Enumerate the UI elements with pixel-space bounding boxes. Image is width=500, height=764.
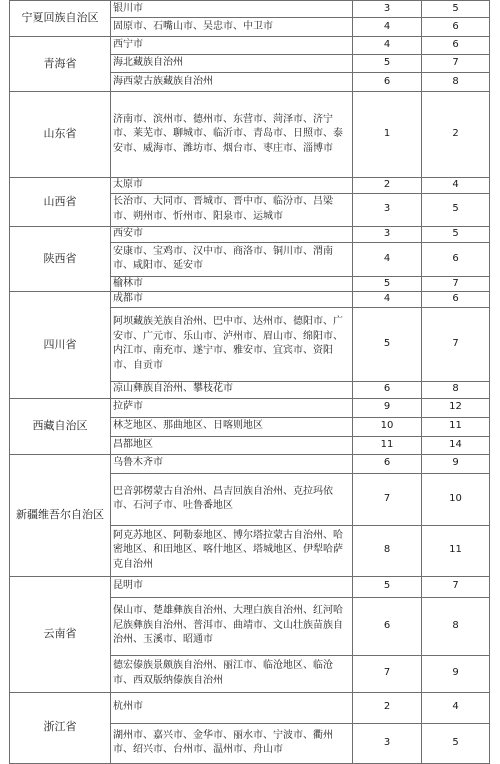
value-a-cell: 11 — [353, 436, 422, 454]
cities-cell: 德宏傣族景颇族自治州、丽江市、临沧地区、临沧市、西双版纳傣族自治州 — [111, 655, 353, 692]
cities-cell: 成都市 — [111, 292, 353, 308]
province-cell: 云南省 — [10, 576, 111, 692]
value-b-cell: 12 — [422, 398, 490, 417]
cities-cell: 长治市、大同市、晋城市、晋中市、临汾市、吕梁市、朔州市、忻州市、阳泉市、运城市 — [111, 193, 353, 226]
value-a-cell: 6 — [353, 73, 422, 92]
table-row — [10, 454, 490, 473]
value-a-cell: 10 — [353, 417, 422, 436]
value-b-cell: 8 — [422, 73, 490, 92]
cities-cell: 阿坝藏族羌族自治州、巴中市、达州市、德阳市、广安市、广元市、乐山市、泸州市、眉山市、绵阳市、内江市、南充市、遂宁市、雅安市、宜宾市、资阳市、自贡市 — [111, 307, 353, 381]
value-a-cell: 5 — [353, 276, 422, 292]
value-a-cell: 2 — [353, 178, 422, 194]
value-b-cell: 7 — [422, 307, 490, 381]
province-cell: 山东省 — [10, 92, 111, 178]
value-b-cell: 6 — [422, 292, 490, 308]
value-a-cell: 4 — [353, 292, 422, 308]
value-a-cell: 7 — [353, 655, 422, 692]
province-cell: 新疆维吾尔自治区 — [10, 454, 111, 576]
cities-cell: 湖州市、嘉兴市、金华市、丽水市、宁波市、衢州市、绍兴市、台州市、温州市、舟山市 — [111, 723, 353, 763]
table-row — [10, 226, 490, 242]
table-row — [10, 1, 490, 18]
value-b-cell: 5 — [422, 1, 490, 18]
value-a-cell: 9 — [353, 398, 422, 417]
province-cell: 宁夏回族自治区 — [10, 1, 111, 37]
value-a-cell: 6 — [353, 454, 422, 473]
value-b-cell: 5 — [422, 723, 490, 763]
value-b-cell: 6 — [422, 37, 490, 55]
table-row — [10, 398, 490, 417]
table-row — [10, 692, 490, 723]
value-a-cell: 3 — [353, 226, 422, 242]
province-cell: 西藏自治区 — [10, 398, 111, 454]
value-a-cell: 4 — [353, 242, 422, 276]
cities-cell: 林芝地区、那曲地区、日喀则地区 — [111, 417, 353, 436]
value-a-cell: 2 — [353, 692, 422, 723]
cities-cell: 昆明市 — [111, 576, 353, 597]
table-row — [10, 292, 490, 308]
cities-cell: 昌都地区 — [111, 436, 353, 454]
cities-cell: 杭州市 — [111, 692, 353, 723]
value-b-cell: 14 — [422, 436, 490, 454]
value-b-cell: 6 — [422, 242, 490, 276]
value-a-cell: 4 — [353, 18, 422, 37]
table-row — [10, 92, 490, 178]
province-cell: 陕西省 — [10, 226, 111, 292]
cities-cell: 西宁市 — [111, 37, 353, 55]
value-a-cell: 6 — [353, 381, 422, 398]
cities-cell: 太原市 — [111, 178, 353, 194]
value-b-cell: 7 — [422, 576, 490, 597]
cities-cell: 乌鲁木齐市 — [111, 454, 353, 473]
cities-cell: 济南市、滨州市、德州市、东营市、菏泽市、济宁市、莱芜市、聊城市、临沂市、青岛市、日照市、泰安市、威海市、潍坊市、烟台市、枣庄市、淄博市 — [111, 92, 353, 178]
value-a-cell: 6 — [353, 597, 422, 655]
value-a-cell: 5 — [353, 307, 422, 381]
cities-cell: 阿克苏地区、阿勒泰地区、博尔塔拉蒙古自治州、哈密地区、和田地区、喀什地区、塔城地区、伊犁哈萨克自治州 — [111, 525, 353, 576]
value-a-cell: 5 — [353, 576, 422, 597]
value-b-cell: 7 — [422, 55, 490, 73]
cities-cell: 银川市 — [111, 1, 353, 18]
cities-cell: 西安市 — [111, 226, 353, 242]
value-b-cell: 10 — [422, 473, 490, 525]
value-b-cell: 5 — [422, 226, 490, 242]
table-row — [10, 178, 490, 194]
value-b-cell: 8 — [422, 597, 490, 655]
cities-cell: 安康市、宝鸡市、汉中市、商洛市、铜川市、渭南市、咸阳市、延安市 — [111, 242, 353, 276]
cities-cell: 保山市、楚雄彝族自治州、大理白族自治州、红河哈尼族彝族自治州、普洱市、曲靖市、文山壮族苗族自治州、玉溪市、昭通市 — [111, 597, 353, 655]
value-a-cell: 5 — [353, 55, 422, 73]
cities-cell: 海北藏族自治州 — [111, 55, 353, 73]
value-a-cell: 1 — [353, 92, 422, 178]
cities-cell: 巴音郭楞蒙古自治州、昌吉回族自治州、克拉玛依市、石河子市、吐鲁番地区 — [111, 473, 353, 525]
table-row — [10, 37, 490, 55]
table-row — [10, 576, 490, 597]
province-cell: 青海省 — [10, 37, 111, 92]
cities-cell: 海西蒙古族藏族自治州 — [111, 73, 353, 92]
value-b-cell: 5 — [422, 193, 490, 226]
value-b-cell: 4 — [422, 692, 490, 723]
value-a-cell: 3 — [353, 723, 422, 763]
value-a-cell: 8 — [353, 525, 422, 576]
value-b-cell: 2 — [422, 92, 490, 178]
value-b-cell: 9 — [422, 454, 490, 473]
value-a-cell: 4 — [353, 37, 422, 55]
value-b-cell: 8 — [422, 381, 490, 398]
cities-cell: 凉山彝族自治州、攀枝花市 — [111, 381, 353, 398]
value-b-cell: 6 — [422, 18, 490, 37]
value-b-cell: 4 — [422, 178, 490, 194]
value-a-cell: 7 — [353, 473, 422, 525]
region-table-body — [10, 1, 490, 764]
region-table — [9, 0, 490, 764]
province-cell: 四川省 — [10, 292, 111, 399]
value-b-cell: 11 — [422, 525, 490, 576]
value-a-cell: 3 — [353, 193, 422, 226]
cities-cell: 榆林市 — [111, 276, 353, 292]
province-cell: 浙江省 — [10, 692, 111, 763]
province-cell: 山西省 — [10, 178, 111, 227]
cities-cell: 拉萨市 — [111, 398, 353, 417]
value-b-cell: 7 — [422, 276, 490, 292]
cities-cell: 固原市、石嘴山市、吴忠市、中卫市 — [111, 18, 353, 37]
value-b-cell: 9 — [422, 655, 490, 692]
value-b-cell: 11 — [422, 417, 490, 436]
value-a-cell: 3 — [353, 1, 422, 18]
